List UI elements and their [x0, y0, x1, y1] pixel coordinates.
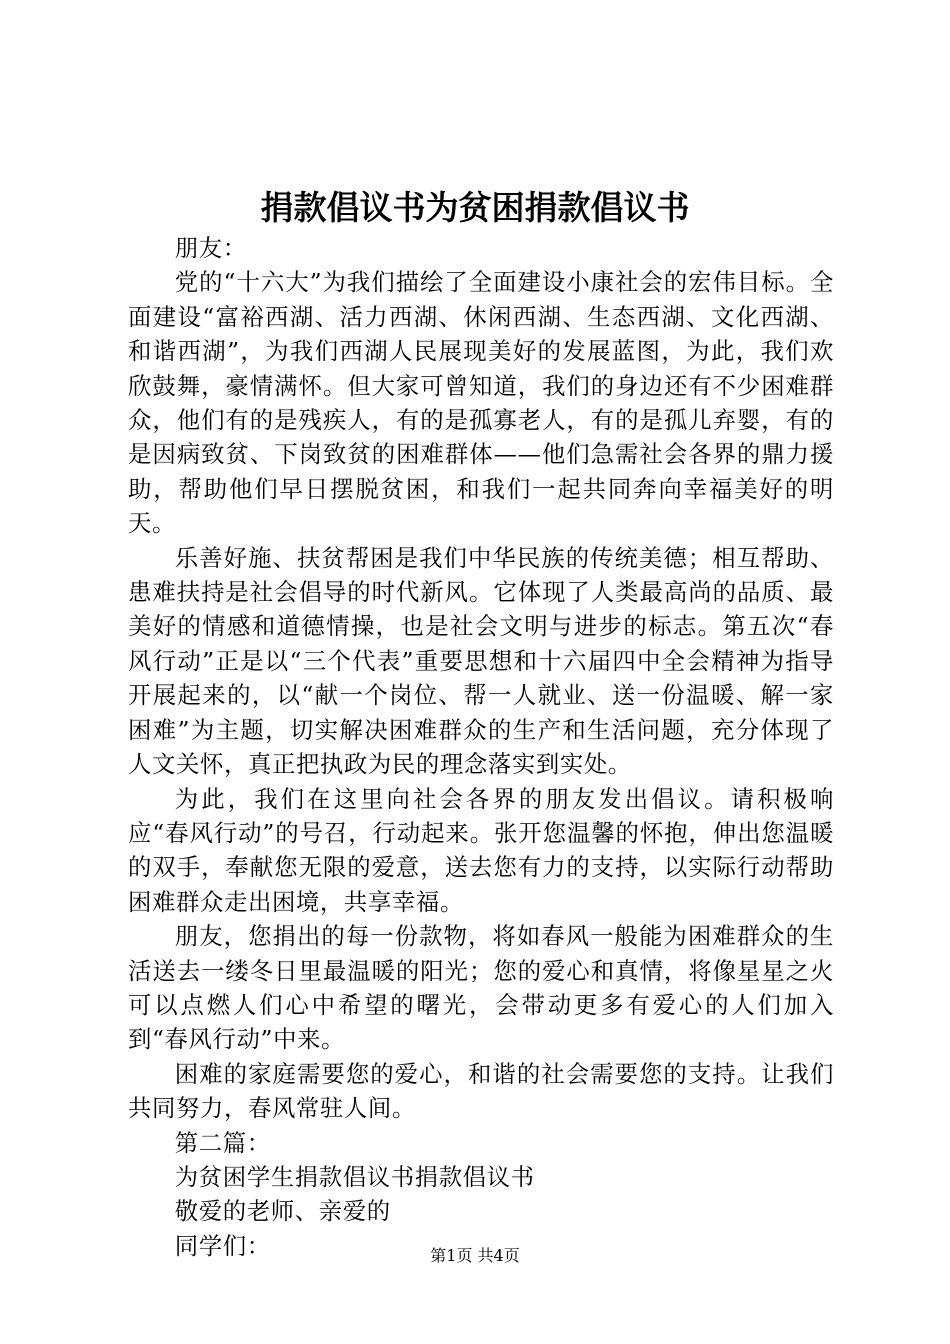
paragraph-1: 党的“十六大”为我们描绘了全面建设小康社会的宏伟目标。全面建设“富裕西湖、活力西湖、休闲西湖、生态西湖、文化西湖、和谐西湖”，为我们西湖人民展现美好的发展蓝图，为此，我们欢欣鼓舞，豪情满怀。但大家可曾知道，我们的身边还有不少困难群众，他们有的是残疾人，有的是孤寡老人，有的是孤儿弃婴，有的是因病致贫、下岗致贫的困难群体——他们急需社会各界的鼎力援助，帮助他们早日摆脱贫困，和我们一起共同奔向幸福美好的明天。: [128, 268, 834, 538]
section-greeting-line-2: 同学们：: [174, 1231, 271, 1260]
document-body: [128, 231, 834, 1263]
paragraph-2: 乐善好施、扶贫帮困是我们中华民族的传统美德；相互帮助、患难扶持是社会倡导的时代新风。它体现了人类最高尚的品质、最美好的情感和道德情操，也是社会文明与进步的标志。第五次“春风行动”正是以“三个代表”重要思想和十六届四中全会精神为指导开展起来的，以“献一个岗位、帮一人就业、送一份温暖、解一家困难”为主题，切实解决困难群众的生产和生活问题，充分体现了人文关怀，真正把执政为民的理念落实到实处。: [128, 543, 834, 779]
section-title: 为贫困学生捐款倡议书捐款倡议书: [174, 1162, 535, 1191]
paragraph-4: 朋友，您捐出的每一份款物，将如春风一般能为困难群众的生活送去一缕冬日里最温暖的阳光；您的爱心和真情，将像星星之火可以点燃人们心中希望的曙光，会带动更多有爱心的人们加入到“春风行动”中来。: [128, 922, 834, 1054]
document-title: 捐款倡议书为贫困捐款倡议书: [260, 188, 690, 227]
section-greeting-line-1: 敬爱的老师、亲爱的: [174, 1197, 391, 1226]
page-number: 第1页 共4页: [430, 1246, 520, 1265]
paragraph-3: 为此，我们在这里向社会各界的朋友发出倡议。请积极响应“春风行动”的号召，行动起来。张开您温馨的怀抱，伸出您温暖的双手，奉献您无限的爱意，送去您有力的支持，以实际行动帮助困难群众走出困境，共享幸福。: [128, 784, 834, 916]
paragraph-5: 困难的家庭需要您的爱心，和谐的社会需要您的支持。让我们共同努力，春风常驻人间。: [128, 1059, 834, 1123]
section-heading: 第二篇：: [174, 1128, 271, 1157]
paragraph-salutation: 朋友：: [174, 234, 247, 262]
